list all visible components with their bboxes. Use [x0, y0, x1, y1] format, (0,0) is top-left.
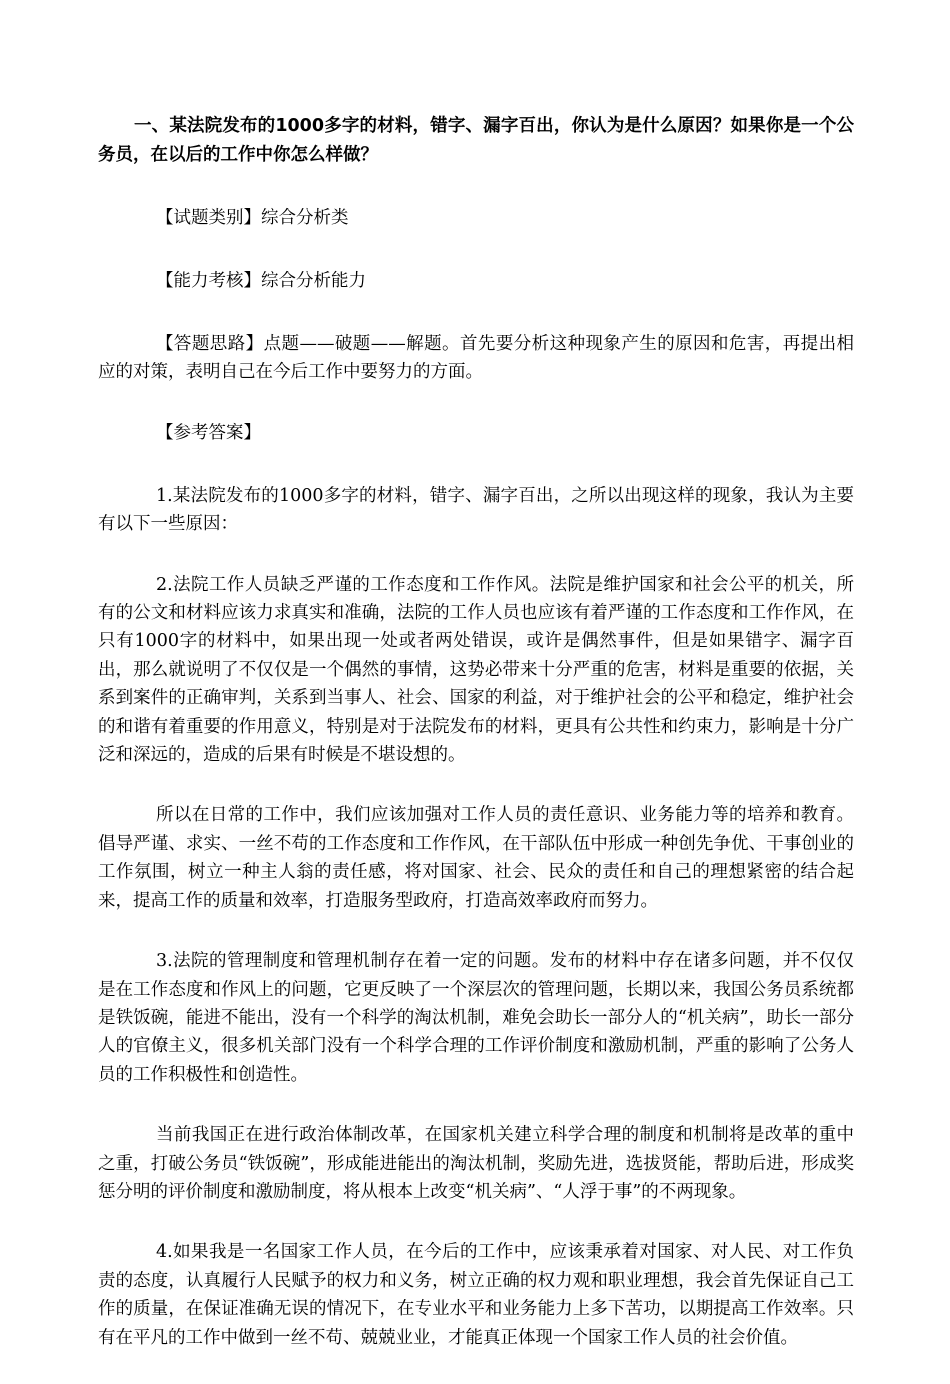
document-page [98, 112, 854, 1384]
question-heading: 一、某法院发布的1000多字的材料，错字、漏字百出，你认为是什么原因？如果你是一个公务员，在以后的工作中你怎么样做？ [98, 116, 854, 165]
answer-paragraph-5: 当前我国正在进行政治体制改革，在国家机关建立科学合理的制度和机制将是改革的重中之重，打破公务员“铁饭碗”，形成能进能出的淘汰机制，奖励先进，选拔贤能，帮助后进，形成奖惩分明的评价制度和激励制度，将从根本上改变“机关病”、“人浮于事”的不两现象。 [98, 1125, 854, 1202]
answer-paragraph-6: 4.如果我是一名国家工作人员，在今后的工作中，应该秉承着对国家、对人民、对工作负责的态度，认真履行人民赋予的权力和义务，树立正确的权力观和职业理想，我会首先保证自己工作的质量，在保证准确无误的情况下，在专业水平和业务能力上多下苦功，以期提高工作效率。只有在平凡的工作中做到一丝不苟、兢兢业业，才能真正体现一个国家工作人员的社会价值。 [98, 1242, 854, 1348]
reference-answer-heading: 【参考答案】 [156, 422, 261, 443]
answer-paragraph-4: 3.法院的管理制度和管理机制存在着一定的问题。发布的材料中存在诸多问题，并不仅仅是在工作态度和作风上的问题，它更反映了一个深层次的管理问题，长期以来，我国公务员系统都是铁饭碗，能进不能出，没有一个科学的淘汰机制，难免会助长一部分人的“机关病”，助长一部分人的官僚主义，很多机关部门没有一个科学合理的工作评价制度和激励机制，严重的影响了公务人员的工作积极性和创造性。 [98, 951, 854, 1085]
answer-paragraph-3: 所以在日常的工作中，我们应该加强对工作人员的责任意识、业务能力等的培养和教育。倡导严谨、求实、一丝不苟的工作态度和工作作风，在干部队伍中形成一种创先争优、干事创业的工作氛围，树立一种主人翁的责任感，将对国家、社会、民众的责任和自己的理想紧密的结合起来，提高工作的质量和效率，打造服务型政府，打造高效率政府而努力。 [98, 805, 854, 911]
answer-paragraph-1: 1.某法院发布的1000多字的材料，错字、漏字百出，之所以出现这样的现象，我认为主要有以下一些原因： [98, 485, 854, 535]
question-category: 【试题类别】综合分析类 [156, 208, 349, 228]
ability-assessment: 【能力考核】综合分析能力 [156, 271, 366, 291]
answer-paragraph-2: 2.法院工作人员缺乏严谨的工作态度和工作作风。法院是维护国家和社会公平的机关，所有的公文和材料应该力求真实和准确，法院的工作人员也应该有着严谨的工作态度和工作作风，在只有1000字的材料中，如果出现一处或者两处错误，或许是偶然事件，但是如果错字、漏字百出，那么就说明了不仅仅是一个偶然的事情，这势必带来十分严重的危害，材料是重要的依据，关系到案件的正确审判，关系到当事人、社会、国家的利益，对于维护社会的公平和稳定，维护社会的和谐有着重要的作用意义，特别是对于法院发布的材料，更具有公共性和约束力，影响是十分广泛和深远的，造成的后果有时候是不堪设想的。 [98, 574, 854, 766]
answer-approach: 【答题思路】点题——破题——解题。首先要分析这种现象产生的原因和危害，再提出相应的对策，表明自己在今后工作中要努力的方面。 [98, 334, 854, 383]
